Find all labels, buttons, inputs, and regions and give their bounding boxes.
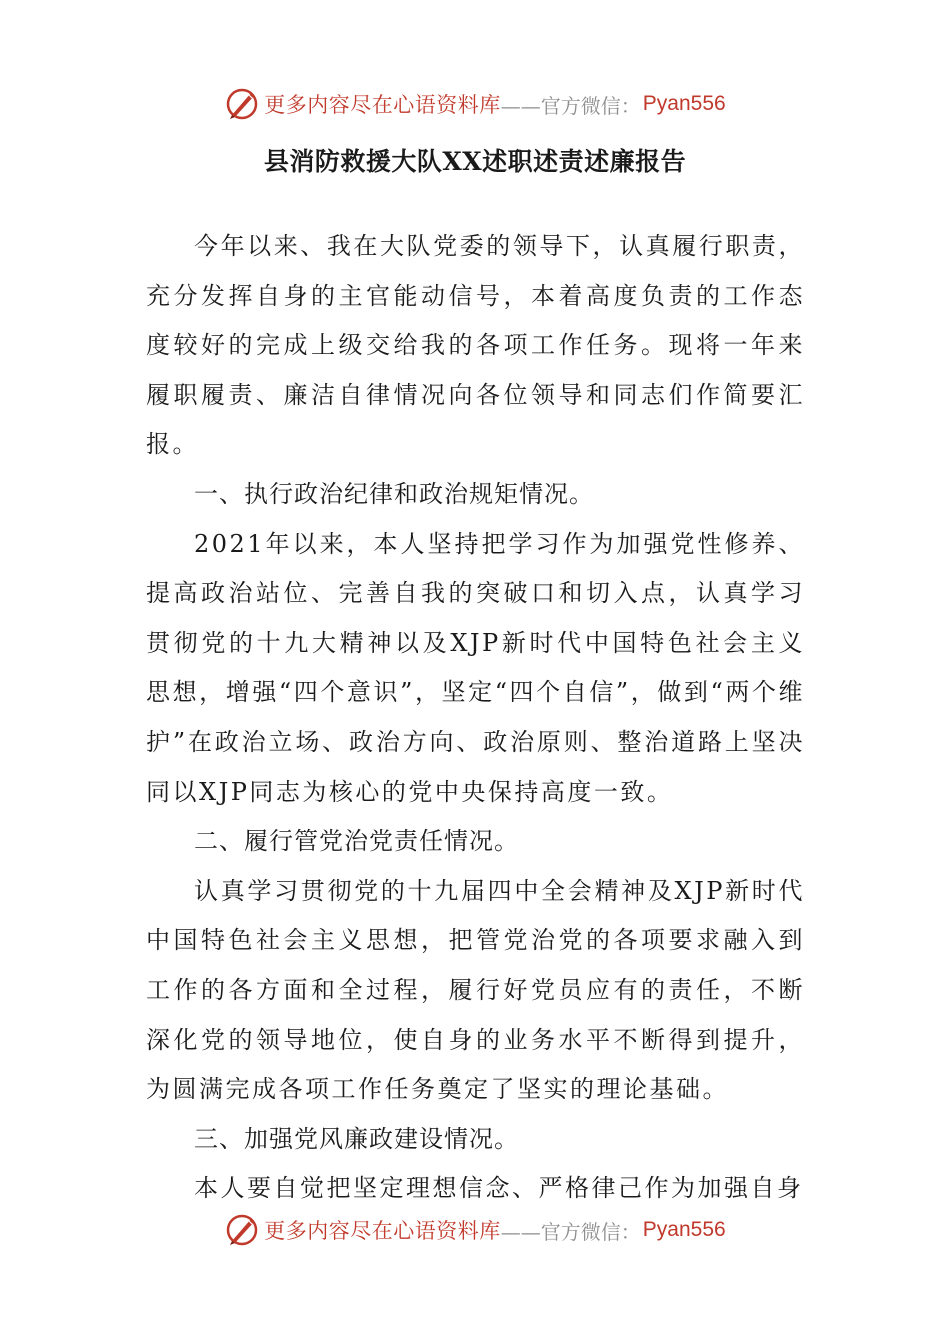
document-title: 县消防救援大队XX述职述责述廉报告 [263,147,687,176]
section-paragraph: 认真学习贯彻党的十九届四中全会精神及XJP新时代中国特色社会主义思想，把管党治党的各项要求融入到工作的各方面和全过程，履行好党员应有的责任，不断深化党的领导地位，使自身的业务水平不断得到提升，为圆满完成各项工作任务奠定了坚实的理论基础。 [146,876,805,1104]
banner-library-text: 更多内容尽在心语资料库 [264,93,501,117]
banner-wechat-label: ——官方微信： [500,1219,641,1244]
section-heading: 一、执行政治纪律和政治规矩情况。 [194,479,594,508]
banner-library-text: 更多内容尽在心语资料库 [264,1219,501,1243]
banner-wechat-label: ——官方微信： [500,93,641,118]
document-body [146,222,805,1214]
section-paragraph: 2021年以来，本人坚持把学习作为加强党性修养、提高政治站位、完善自我的突破口和切入点，认真学习贯彻党的十九大精神以及XJP新时代中国特色社会主义思想，增强“四个意识”，坚定“四个自信”，做到“两个维护”在政治立场、政治方向、政治原则、整治道路上坚决同以XJP同志为核心的党中央保持高度一致。 [146,529,805,806]
banner-wechat-id: Pyan556 [642,1218,726,1241]
pen-logo-icon [224,1212,260,1248]
footer-banner [0,1210,950,1250]
section-heading: 三、加强党风廉政建设情况。 [194,1124,519,1153]
pen-logo-icon [224,86,260,122]
banner-wechat-id: Pyan556 [642,92,726,115]
intro-paragraph: 今年以来、我在大队党委的领导下，认真履行职责，充分发挥自身的主官能动信号，本着高度负责的工作态度较好的完成上级交给我的各项工作任务。现将一年来履职履责、廉洁自律情况向各位领导和同志们作简要汇报。 [146,232,805,459]
header-banner [0,84,950,124]
section-paragraph: 本人要自觉把坚定理想信念、严格律己作为加强自身 [194,1174,804,1203]
section-heading: 二、履行管党治党责任情况。 [194,827,519,856]
